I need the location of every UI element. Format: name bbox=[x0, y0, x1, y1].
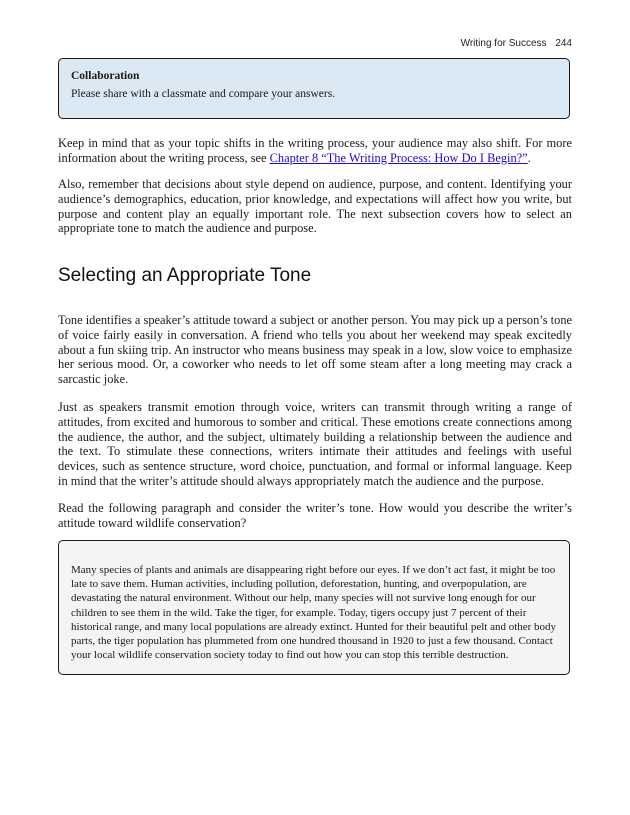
chapter-8-link[interactable]: Chapter 8 “The Writing Process: How Do I Begin?” bbox=[269, 150, 528, 165]
collaboration-body: Please share with a classmate and compare your answers. bbox=[71, 88, 336, 100]
paragraph-writers-transmit: Just as speakers transmit emotion through voice, writers can transmit through writing a range of attitudes, from excited and humorous to somber and critical. These emotions create connections among the audience, the author, and the subject, ultimately building a relationship between the audience and the text. To stimulate these connections, writers intimate their attitudes and feelings with useful devices, such as sentence structure, word choice, punctuation, and formal or informal language. Keep in mind that the writer’s attitude should always appropriately match the audience and the purpose. bbox=[58, 400, 572, 488]
collaboration-box bbox=[58, 58, 570, 119]
book-title: Writing for Success bbox=[460, 38, 547, 49]
page-number: 244 bbox=[555, 38, 572, 49]
example-box bbox=[58, 540, 570, 675]
paragraph-tone-definition: Tone identifies a speaker’s attitude toward a subject or another person. You may pick up a person’s tone of voice fairly easily in conversation. A friend who tells you about her weekend may speak excitedly about a fun skiing trip. An instructor who means business may speak in a low, slow voice to emphasize her serious mood. Or, a coworker who needs to let off some steam after a long meeting may crack a sarcastic joke. bbox=[58, 313, 573, 387]
paragraph-read-instruction: Read the following paragraph and consider the writer’s tone. How would you describe the writer’s attitude toward wildlife conservation? bbox=[58, 501, 572, 530]
paragraph-audience-shift bbox=[58, 136, 572, 166]
section-heading: Selecting an Appropriate Tone bbox=[58, 265, 312, 286]
paragraph-style-decisions: Also, remember that decisions about style depend on audience, purpose, and content. Identifying your audience’s demographics, education, prior knowledge, and expectations will affect how you write, but purpose and content play an equally important role. The next subsection covers how to select an appropriate tone to match the audience and purpose. bbox=[58, 177, 572, 236]
running-header bbox=[461, 38, 572, 49]
example-paragraph: Many species of plants and animals are disappearing right before our eyes. If we don’t act fast, it might be too late to save them. Human activities, including pollution, deforestation, hunting, and overpopulation, are devastating the natural environment. Without our help, many species will not survive long enough for our children to see them in the wild. Take the tiger, for example. Today, tigers occupy just 7 percent of their historical range, and many local populations are already extinct. Hunted for their beautiful pelt and other body parts, the tiger population has plummeted from one hundred thousand in 1920 to just a few thousand. Contact your local wildlife conservation society today to find out how you can stop this terrible destruction. bbox=[71, 564, 557, 662]
paragraph-text: Keep in mind that as your topic shifts in the writing process, your audience may also shift. For more information about the writing process, see bbox=[58, 136, 572, 165]
collaboration-title: Collaboration bbox=[71, 70, 140, 82]
paragraph-text: . bbox=[527, 150, 531, 165]
